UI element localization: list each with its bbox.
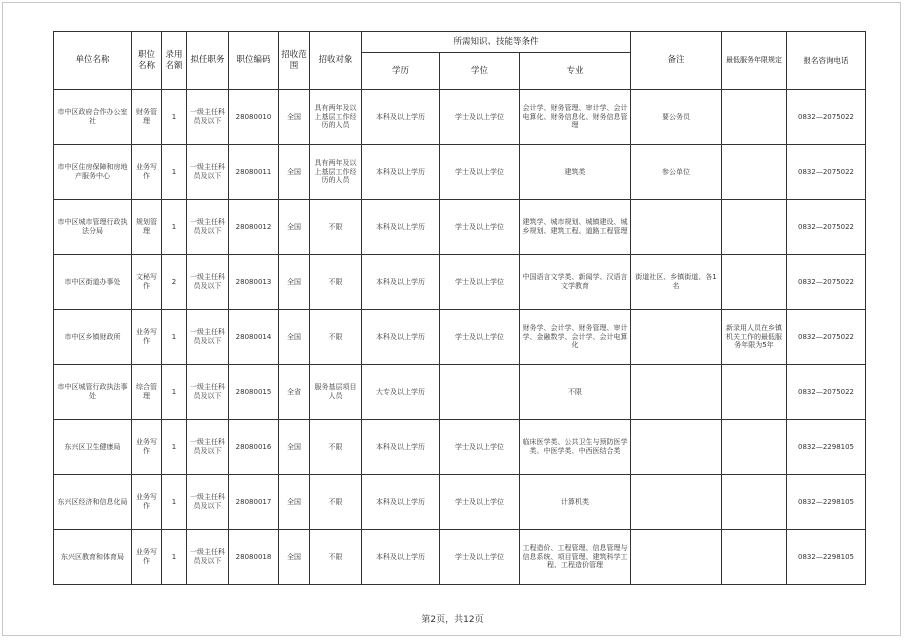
cell-service-term bbox=[722, 200, 787, 255]
cell-recruit-target: 不限 bbox=[310, 475, 362, 530]
cell-hire-count: 1 bbox=[162, 310, 187, 365]
header-recruit-scope: 招收范围 bbox=[279, 32, 310, 90]
cell-major: 建筑学、城市规划、城镇建设、城乡规划、建筑工程、道路工程管理 bbox=[520, 200, 631, 255]
cell-recruit-target: 服务基层项目人员 bbox=[310, 365, 362, 420]
cell-hire-count: 1 bbox=[162, 530, 187, 585]
cell-position-name: 财务管理 bbox=[132, 90, 162, 145]
cell-phone: 0832—2075022 bbox=[787, 310, 866, 365]
table-row bbox=[54, 420, 866, 475]
cell-remarks: 要公务员 bbox=[631, 90, 722, 145]
table-row bbox=[54, 255, 866, 310]
header-major: 专业 bbox=[520, 53, 631, 90]
cell-intended-post: 一级主任科员及以下 bbox=[187, 90, 229, 145]
cell-position-name: 业务写作 bbox=[132, 145, 162, 200]
table-row bbox=[54, 530, 866, 585]
cell-unit-name: 东兴区教育和体育局 bbox=[54, 530, 132, 585]
cell-education: 大专及以上学历 bbox=[362, 365, 440, 420]
cell-recruit-scope: 全国 bbox=[279, 420, 310, 475]
cell-unit-name: 市中区街道办事处 bbox=[54, 255, 132, 310]
cell-phone: 0832—2075022 bbox=[787, 365, 866, 420]
cell-intended-post: 一级主任科员及以下 bbox=[187, 475, 229, 530]
cell-position-name: 综合管理 bbox=[132, 365, 162, 420]
cell-service-term bbox=[722, 420, 787, 475]
cell-remarks bbox=[631, 200, 722, 255]
cell-degree: 学士及以上学位 bbox=[440, 530, 520, 585]
cell-recruit-scope: 全国 bbox=[279, 200, 310, 255]
header-service-term: 最低服务年限规定 bbox=[722, 32, 787, 90]
table-row bbox=[54, 90, 866, 145]
header-hire-count: 录用名额 bbox=[162, 32, 187, 90]
cell-unit-name: 东兴区经济和信息化局 bbox=[54, 475, 132, 530]
cell-position-name: 业务写作 bbox=[132, 310, 162, 365]
header-remarks: 备注 bbox=[631, 32, 722, 90]
cell-remarks bbox=[631, 365, 722, 420]
cell-phone: 0832—2075022 bbox=[787, 145, 866, 200]
table-row bbox=[54, 475, 866, 530]
cell-position-code: 28080012 bbox=[229, 200, 279, 255]
cell-position-code: 28080011 bbox=[229, 145, 279, 200]
cell-degree: 学士及以上学位 bbox=[440, 200, 520, 255]
cell-phone: 0832—2075022 bbox=[787, 255, 866, 310]
cell-intended-post: 一级主任科员及以下 bbox=[187, 530, 229, 585]
cell-education: 本科及以上学历 bbox=[362, 145, 440, 200]
cell-hire-count: 1 bbox=[162, 420, 187, 475]
cell-position-name: 文秘写作 bbox=[132, 255, 162, 310]
cell-position-code: 28080013 bbox=[229, 255, 279, 310]
cell-phone: 0832—2075022 bbox=[787, 200, 866, 255]
cell-service-term: 新录用人员在乡镇机关工作的最低服务年限为5年 bbox=[722, 310, 787, 365]
table-row bbox=[54, 310, 866, 365]
cell-position-code: 28080014 bbox=[229, 310, 279, 365]
cell-service-term bbox=[722, 365, 787, 420]
cell-service-term bbox=[722, 530, 787, 585]
cell-hire-count: 2 bbox=[162, 255, 187, 310]
cell-position-name: 规划管理 bbox=[132, 200, 162, 255]
cell-intended-post: 一级主任科员及以下 bbox=[187, 200, 229, 255]
cell-intended-post: 一级主任科员及以下 bbox=[187, 310, 229, 365]
cell-recruit-target: 具有两年及以上基层工作经历的人员 bbox=[310, 145, 362, 200]
cell-major: 会计学、财务管理、审计学、会计电算化、财务信息化、财务信息管理 bbox=[520, 90, 631, 145]
cell-phone: 0832—2298105 bbox=[787, 420, 866, 475]
cell-major: 建筑类 bbox=[520, 145, 631, 200]
cell-recruit-target: 不限 bbox=[310, 420, 362, 475]
cell-remarks bbox=[631, 475, 722, 530]
cell-degree bbox=[440, 365, 520, 420]
header-requirements-group: 所需知识、技能等条件 bbox=[362, 32, 631, 53]
cell-remarks: 街道社区、乡镇街道、各1名 bbox=[631, 255, 722, 310]
cell-major: 财务学、会计学、财务管理、审计学、金融数学、会计学、会计电算化 bbox=[520, 310, 631, 365]
cell-phone: 0832—2298105 bbox=[787, 475, 866, 530]
cell-education: 本科及以上学历 bbox=[362, 200, 440, 255]
cell-hire-count: 1 bbox=[162, 90, 187, 145]
cell-degree: 学士及以上学位 bbox=[440, 475, 520, 530]
cell-education: 本科及以上学历 bbox=[362, 475, 440, 530]
header-recruit-target: 招收对象 bbox=[310, 32, 362, 90]
header-intended-post: 拟任职务 bbox=[187, 32, 229, 90]
cell-unit-name: 市中区城市管理行政执法分局 bbox=[54, 200, 132, 255]
cell-education: 本科及以上学历 bbox=[362, 420, 440, 475]
cell-position-name: 业务写作 bbox=[132, 530, 162, 585]
cell-major: 计算机类 bbox=[520, 475, 631, 530]
header-education: 学历 bbox=[362, 53, 440, 90]
cell-position-code: 28080015 bbox=[229, 365, 279, 420]
cell-hire-count: 1 bbox=[162, 365, 187, 420]
cell-position-code: 28080017 bbox=[229, 475, 279, 530]
cell-recruit-scope: 全国 bbox=[279, 90, 310, 145]
cell-remarks bbox=[631, 530, 722, 585]
table-row bbox=[54, 145, 866, 200]
cell-recruit-scope: 全国 bbox=[279, 530, 310, 585]
cell-recruit-scope: 全国 bbox=[279, 145, 310, 200]
cell-degree: 学士及以上学位 bbox=[440, 145, 520, 200]
header-position-name: 职位名称 bbox=[132, 32, 162, 90]
cell-position-code: 28080018 bbox=[229, 530, 279, 585]
cell-education: 本科及以上学历 bbox=[362, 530, 440, 585]
cell-hire-count: 1 bbox=[162, 145, 187, 200]
cell-major: 中国语言文学类、新闻学、汉语言文学教育 bbox=[520, 255, 631, 310]
cell-position-code: 28080016 bbox=[229, 420, 279, 475]
cell-position-name: 业务写作 bbox=[132, 420, 162, 475]
cell-remarks: 参公单位 bbox=[631, 145, 722, 200]
cell-service-term bbox=[722, 145, 787, 200]
cell-service-term bbox=[722, 475, 787, 530]
cell-intended-post: 一级主任科员及以下 bbox=[187, 420, 229, 475]
cell-phone: 0832—2298105 bbox=[787, 530, 866, 585]
cell-hire-count: 1 bbox=[162, 475, 187, 530]
header-degree: 学位 bbox=[440, 53, 520, 90]
cell-degree: 学士及以上学位 bbox=[440, 255, 520, 310]
cell-remarks bbox=[631, 420, 722, 475]
table-row bbox=[54, 365, 866, 420]
cell-recruit-target: 具有两年及以上基层工作经历的人员 bbox=[310, 90, 362, 145]
cell-education: 本科及以上学历 bbox=[362, 255, 440, 310]
cell-degree: 学士及以上学位 bbox=[440, 90, 520, 145]
table-row bbox=[54, 200, 866, 255]
cell-hire-count: 1 bbox=[162, 200, 187, 255]
cell-position-name: 业务写作 bbox=[132, 475, 162, 530]
cell-recruit-target: 不限 bbox=[310, 530, 362, 585]
page-footer: 第2页，共12页 bbox=[421, 615, 484, 625]
header-position-code: 职位编码 bbox=[229, 32, 279, 90]
cell-intended-post: 一级主任科员及以下 bbox=[187, 365, 229, 420]
cell-service-term bbox=[722, 255, 787, 310]
cell-degree: 学士及以上学位 bbox=[440, 420, 520, 475]
cell-education: 本科及以上学历 bbox=[362, 310, 440, 365]
cell-recruit-target: 不限 bbox=[310, 200, 362, 255]
cell-service-term bbox=[722, 90, 787, 145]
cell-unit-name: 市中区乡镇财政所 bbox=[54, 310, 132, 365]
cell-phone: 0832—2075022 bbox=[787, 90, 866, 145]
cell-recruit-scope: 全省 bbox=[279, 365, 310, 420]
cell-intended-post: 一级主任科员及以下 bbox=[187, 255, 229, 310]
cell-position-code: 28080010 bbox=[229, 90, 279, 145]
recruitment-table bbox=[53, 31, 866, 585]
cell-remarks bbox=[631, 310, 722, 365]
cell-intended-post: 一级主任科员及以下 bbox=[187, 145, 229, 200]
cell-recruit-target: 不限 bbox=[310, 310, 362, 365]
cell-unit-name: 市中区城管行政执法事处 bbox=[54, 365, 132, 420]
cell-unit-name: 东兴区卫生健康局 bbox=[54, 420, 132, 475]
cell-unit-name: 市中区政府合作办公室社 bbox=[54, 90, 132, 145]
cell-recruit-target: 不限 bbox=[310, 255, 362, 310]
cell-recruit-scope: 全国 bbox=[279, 310, 310, 365]
cell-recruit-scope: 全国 bbox=[279, 475, 310, 530]
cell-major: 工程造价、工程管理、信息管理与信息系统、项目管理、建筑科学工程、工程造价管理 bbox=[520, 530, 631, 585]
cell-recruit-scope: 全国 bbox=[279, 255, 310, 310]
cell-major: 临床医学类、公共卫生与预防医学类、中医学类、中西医结合类 bbox=[520, 420, 631, 475]
header-unit-name: 单位名称 bbox=[54, 32, 132, 90]
header-phone: 报名咨询电话 bbox=[787, 32, 866, 90]
cell-major: 不限 bbox=[520, 365, 631, 420]
cell-degree: 学士及以上学位 bbox=[440, 310, 520, 365]
cell-education: 本科及以上学历 bbox=[362, 90, 440, 145]
cell-unit-name: 市中区住房保障和房地产服务中心 bbox=[54, 145, 132, 200]
